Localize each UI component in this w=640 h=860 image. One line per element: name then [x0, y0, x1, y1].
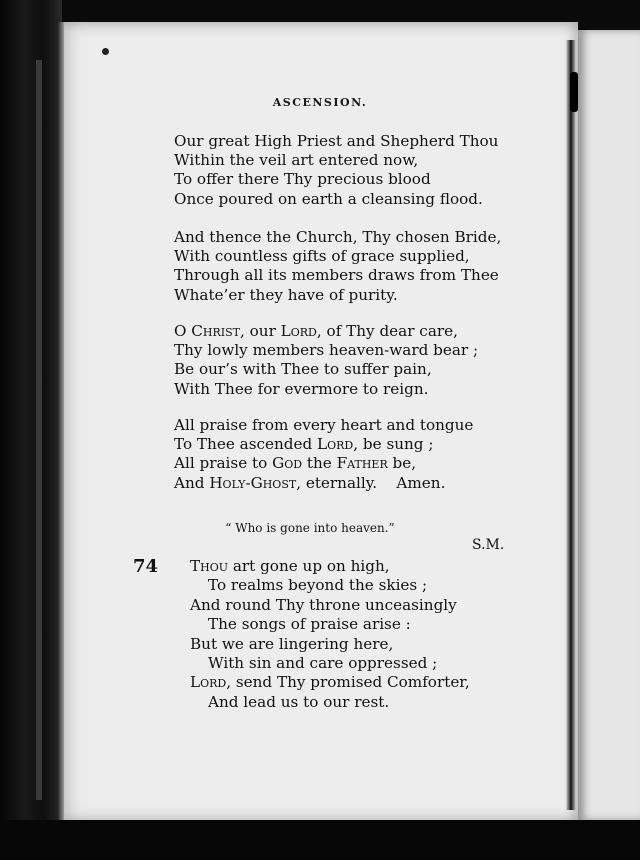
page-edge-shadow	[58, 22, 64, 822]
small-caps-name: God	[272, 454, 303, 473]
verse-line: With sin and care oppressed ;	[208, 654, 438, 673]
hymn-number: 74	[133, 556, 159, 577]
stanza-4	[174, 416, 473, 493]
verse-line: And round Thy throne unceasingly	[190, 595, 457, 614]
verse-line	[174, 322, 478, 341]
verse-line: Through all its members draws from Thee	[174, 266, 499, 285]
verse-line: Thy lowly members heaven-ward bear ;	[174, 341, 479, 360]
book-spine	[0, 0, 62, 860]
small-caps-name: Christ	[191, 322, 240, 340]
stanza-2	[174, 228, 501, 305]
hymn-epigraph: “ Who is gone into heaven.”	[225, 521, 395, 535]
verse-line: And lead us to our rest.	[208, 692, 390, 711]
verse-line: The songs of praise arise :	[208, 615, 411, 634]
small-caps-name: Lord	[280, 322, 317, 340]
hymn-meter: S.M.	[472, 537, 505, 553]
verse-line	[190, 557, 470, 576]
verse-line: With Thee for evermore to reign.	[174, 379, 429, 398]
paper-speck	[102, 48, 109, 55]
small-caps-name: Father	[336, 454, 388, 473]
text-run: , eternally. Amen.	[296, 473, 446, 492]
verse-line: With countless gifts of grace supplied,	[174, 247, 470, 266]
verse-line: Our great High Priest and Shepherd Thou	[174, 132, 499, 150]
verse-line	[174, 474, 473, 493]
verse-line	[174, 435, 473, 454]
small-caps-name: Lord	[317, 435, 354, 454]
verse-line: Whate’er they have of purity.	[174, 285, 398, 304]
spine-edge	[36, 60, 42, 800]
right-page-sliver	[578, 30, 640, 820]
text-run: And	[174, 473, 210, 492]
page-gutter	[566, 40, 576, 810]
verse-line	[190, 673, 470, 692]
verse-line: Within the veil art entered now,	[174, 151, 419, 170]
verse-line: To realms beyond the skies ;	[208, 576, 428, 595]
text-run: To Thee ascended	[174, 435, 318, 454]
verse-line: Be our’s with Thee to suffer pain,	[174, 360, 432, 379]
text-run: , be sung ;	[353, 435, 434, 454]
stanza-3	[174, 322, 478, 399]
verse-line: To offer there Thy precious blood	[174, 170, 431, 189]
verse-line: But we are lingering here,	[190, 634, 394, 653]
small-caps-name: Holy-Ghost	[209, 473, 297, 492]
verse-line: And thence the Church, Thy chosen Bride,	[174, 228, 502, 246]
stanza-1	[174, 132, 498, 209]
text-run: , of Thy dear care,	[316, 322, 458, 340]
verse-line	[174, 454, 473, 473]
text-run: art gone up on high,	[228, 557, 390, 575]
text-run: be,	[387, 454, 417, 473]
text-run: the	[302, 454, 337, 473]
text-run: , our	[240, 322, 281, 340]
verse-line: Once poured on earth a cleansing flood.	[174, 189, 483, 208]
bottom-shadow	[0, 820, 640, 860]
hymn-stanza	[190, 557, 470, 712]
verse-line: All praise from every heart and tongue	[174, 416, 474, 434]
small-caps-word: Thou	[190, 557, 229, 575]
text-run: O	[174, 322, 192, 340]
text-run: All praise to	[174, 454, 273, 473]
running-header: ASCENSION.	[272, 96, 368, 109]
text-run: , send Thy promised Comforter,	[226, 673, 470, 692]
small-caps-name: Lord	[190, 673, 227, 692]
